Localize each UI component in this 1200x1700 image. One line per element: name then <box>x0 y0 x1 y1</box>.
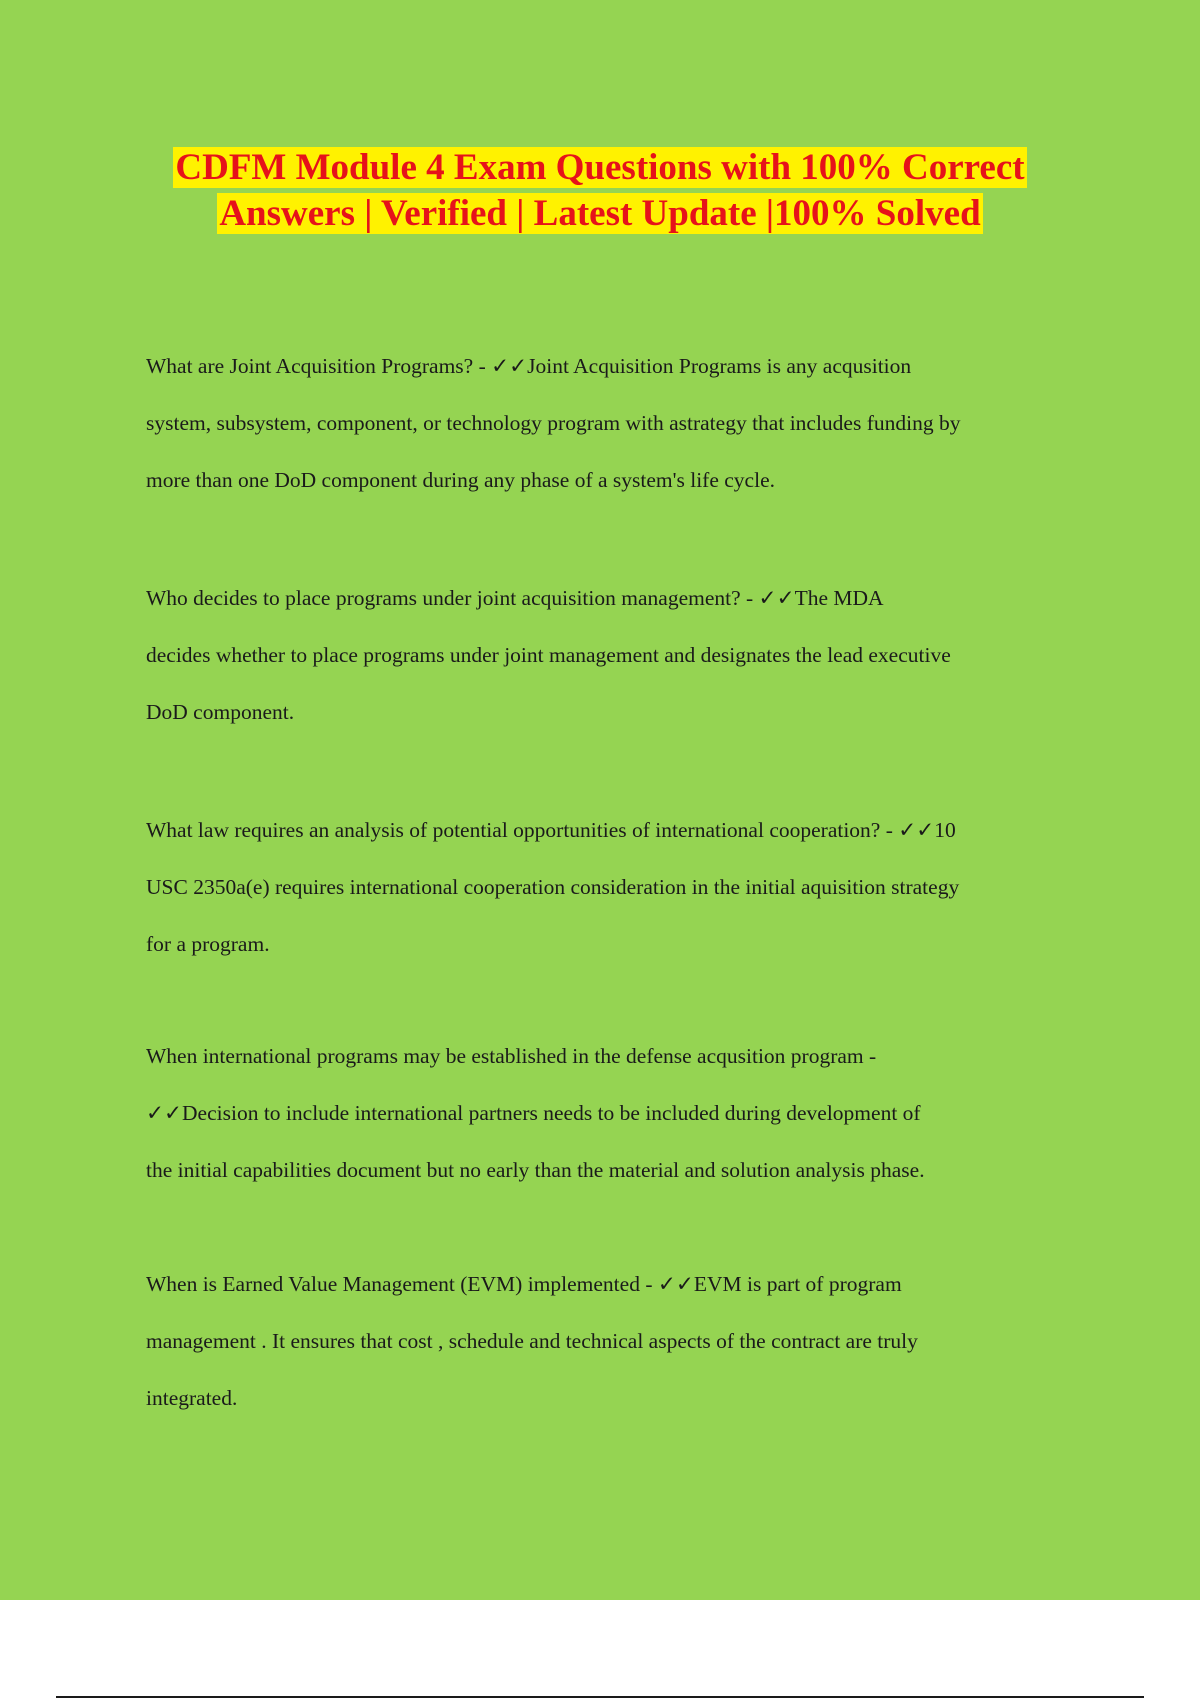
qa-line: integrated. <box>146 1386 238 1410</box>
qa-line: ✓✓Decision to include international partners needs to be included during development of <box>146 1101 921 1125</box>
qa-line: What are Joint Acquisition Programs? - ✓✓Joint Acquisition Programs is any acqusition <box>146 354 912 378</box>
qa-item-4 <box>146 1028 1086 1199</box>
qa-line: When is Earned Value Management (EVM) implemented - ✓✓EVM is part of program <box>146 1272 902 1296</box>
qa-item-1 <box>146 338 1086 509</box>
title-line-1: CDFM Module 4 Exam Questions with 100% Correct <box>175 147 1025 188</box>
document-title <box>100 145 1100 237</box>
qa-item-5 <box>146 1256 1086 1427</box>
qa-line: the initial capabilities document but no early than the material and solution analysis phase. <box>146 1158 925 1182</box>
footer-divider <box>56 1696 1144 1698</box>
qa-line: for a program. <box>146 932 270 956</box>
qa-line: more than one DoD component during any phase of a system's life cycle. <box>146 468 775 492</box>
qa-line: management . It ensures that cost , schedule and technical aspects of the contract are truly <box>146 1329 918 1353</box>
qa-line: system, subsystem, component, or technology program with astrategy that includes funding by <box>146 411 961 435</box>
qa-line: Who decides to place programs under joint acquisition management? - ✓✓The MDA <box>146 586 884 610</box>
qa-line: decides whether to place programs under joint management and designates the lead executive <box>146 643 951 667</box>
qa-line: DoD component. <box>146 700 295 724</box>
qa-line: USC 2350a(e) requires international cooperation consideration in the initial aquisition strategy <box>146 875 960 899</box>
qa-item-2 <box>146 570 1086 741</box>
qa-item-3 <box>146 802 1086 973</box>
qa-line: What law requires an analysis of potential opportunities of international cooperation? - ✓✓10 <box>146 818 956 842</box>
qa-line: When international programs may be established in the defense acqusition program - <box>146 1044 877 1068</box>
title-line-2: Answers | Verified | Latest Update |100% Solved <box>219 193 981 234</box>
